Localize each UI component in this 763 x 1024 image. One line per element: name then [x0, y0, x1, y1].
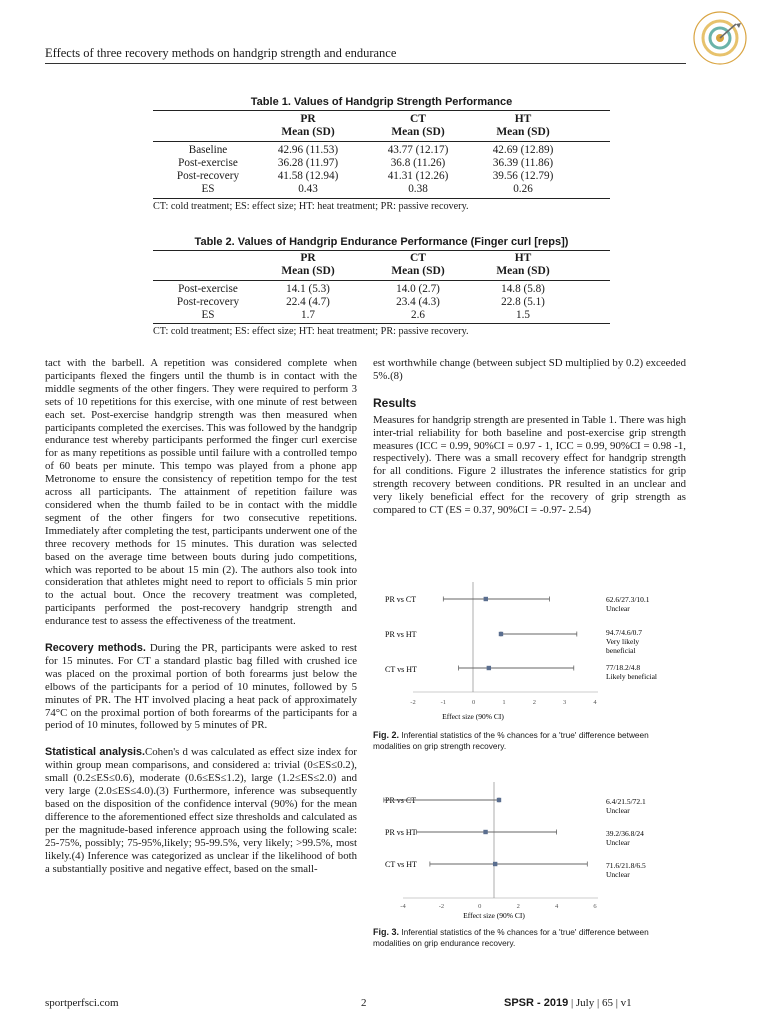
table2-cell: 23.4 (4.3): [396, 296, 440, 308]
statistical-analysis-text: Cohen's d was calculated as effect size index for within group mean comparisons, and considered a: trivial (0≤ES≤0.2), small (0.2≤ES≤0.6), moderate (0.6≤ES≤1.2), large (1.2≤ES≤2.0) and very large (2.0≤ES≤4.0).(3) Furthermore, inference was subsequently based on the disposition of the confidence interval (90%) for the mean difference to the aforementioned effect size thresholds and calculated as per the magnitude-based inference approach using the following scale: 25-75%, possibly; 75-95%,likely; 95-99.5%, very likely; >99.5%, most likely.(4) Inference was categorized as unclear if the likelihood of both a substantially positive and negative effect, based on the small-: [45, 746, 357, 875]
fig2-point-estimate: [499, 632, 503, 636]
table1-col-pr: PR: [300, 113, 316, 125]
results-paragraph: Measures for handgrip strength are presented in Table 1. There was high inter-trial reliability for both baseline and post-exercise grip strength measures (ICC = 0.99, 90%CI = 0.97 - 1, ICC = 0.99, 90%CI = 0.98 -1, respectively). There was a small recovery effect for handgrip strength for all conditions. Figure 2 illustrates the inference statistics for grip strength recovery between conditions. PR resulted in an unclear and very likely beneficial effect for the recovery of grip strength as compared to CT (ES = 0.37, 90%CI = -0.97- 2.54): [373, 413, 686, 517]
table2-bottom-rule: [153, 323, 610, 324]
fig3-point-estimate: [497, 798, 501, 802]
fig2-annotation: 77/18.2/4.8: [606, 663, 641, 672]
table2-col-pr-sub: Mean (SD): [281, 265, 335, 277]
left-column: [45, 357, 357, 875]
table2-cell: 14.0 (2.7): [396, 283, 440, 295]
fig2-annotation: 62.6/27.3/10.1: [606, 595, 650, 604]
fig3-caption-label: Fig. 3.: [373, 927, 400, 937]
table1-cell: 36.8 (11.26): [390, 157, 446, 169]
table2-caption: Table 2. Values of Handgrip Endurance Performance (Finger curl [reps]): [194, 236, 569, 248]
fig2-axis-label: Effect size (90% CI): [442, 712, 504, 721]
journal-logo: [690, 8, 750, 68]
table2-col-ct-sub: Mean (SD): [391, 265, 445, 277]
right-column: [373, 357, 686, 517]
table2-cell: 14.8 (5.8): [501, 283, 545, 295]
right-continuation-paragraph: est worthwhile change (between subject SD multiplied by 0.2) exceeded 5%.(8): [373, 357, 686, 382]
fig2-point-estimate: [484, 597, 488, 601]
header-rule: [45, 63, 686, 64]
fig3-row-label: PR vs CT: [385, 796, 417, 805]
table1-cell: 42.69 (12.89): [492, 144, 554, 156]
table2-cell: 22.8 (5.1): [501, 296, 545, 308]
table2-head-rule: [153, 280, 610, 281]
table1-cell: 43.77 (12.17): [387, 144, 449, 156]
table1-col-ct-sub: Mean (SD): [391, 126, 445, 138]
table1-row-label: Post-recovery: [176, 170, 240, 182]
table1-col-ct: CT: [410, 113, 426, 125]
fig3-annotation: Unclear: [606, 838, 630, 847]
table1-row-label: ES: [201, 183, 215, 195]
table1-cell: 36.39 (11.86): [492, 157, 554, 169]
footer-site: sportperfsci.com: [45, 997, 119, 1009]
fig3-annotation: Unclear: [606, 870, 630, 879]
statistical-analysis-paragraph: [45, 746, 357, 875]
figure-2-caption: [373, 730, 686, 752]
table1-bottom-rule: [153, 198, 610, 199]
page-number: 2: [361, 997, 367, 1009]
fig2-tick-label: -1: [440, 699, 447, 706]
fig2-tick-group: [410, 699, 597, 706]
recovery-methods-heading: Recovery methods.: [45, 642, 146, 655]
fig2-tick-label: 0: [472, 699, 476, 706]
table2-row-label: Post-recovery: [176, 296, 240, 308]
fig2-row-label: CT vs HT: [385, 665, 417, 674]
table1-col-ht-sub: Mean (SD): [496, 126, 550, 138]
fig2-point-estimate: [487, 666, 491, 670]
fig2-caption-label: Fig. 2.: [373, 730, 400, 740]
table1-cell: 41.31 (12.26): [387, 170, 449, 182]
fig2-annotation: Unclear: [606, 604, 630, 613]
fig3-annotation: 39.2/36.8/24: [606, 829, 644, 838]
footer-issue: | July | 65 | v1: [570, 997, 632, 1009]
table2-cell: 2.6: [411, 309, 425, 321]
table2-top-rule: [153, 250, 610, 251]
fig2-tick-label: 1: [502, 699, 506, 706]
fig3-tick-group: [400, 903, 597, 910]
table1-cell: 36.28 (11.97): [277, 157, 339, 169]
fig3-annotation: 71.6/21.8/6.5: [606, 861, 646, 870]
fig2-caption-text: Inferential statistics of the % chances for a 'true' difference between modalities on grip strength recovery.: [373, 730, 649, 751]
fig3-annotation: 6.4/21.5/72.1: [606, 797, 646, 806]
table1-col-ht: HT: [514, 113, 532, 125]
fig3-axis-label: Effect size (90% CI): [463, 911, 525, 920]
fig3-caption-text: Inferential statistics of the % chances for a 'true' difference between modalities on grip endurance recovery.: [373, 927, 649, 948]
footer-journal-name: SPSR - 2019: [504, 997, 569, 1009]
figure-3-forest-plot: [373, 780, 686, 925]
table2-row-label: ES: [201, 309, 215, 321]
fig3-tick-label: -4: [400, 903, 406, 910]
fig3-tick-label: 2: [516, 903, 520, 910]
footer-journal: [504, 997, 632, 1009]
recovery-methods-text: During the PR, participants were asked to rest for 15 minutes. For CT a standard plastic bag filled with crushed ice was placed on the proximal portion of both forearms just below the elbows of the participants for a period of 10 minutes, followed by 5 minutes of PR. The HT involved placing a heat pack of approximately 74°C on the proximal portion of both forearms of the participants for a period of 10 minutes, followed by 5 minutes of PR.: [45, 642, 358, 732]
table2-cell: 1.5: [516, 309, 530, 321]
fig3-tick-label: 6: [593, 903, 597, 910]
table1-caption: Table 1. Values of Handgrip Strength Performance: [250, 96, 513, 108]
table2-col-pr: PR: [300, 252, 316, 264]
running-title: Effects of three recovery methods on handgrip strength and endurance: [45, 46, 397, 60]
fig2-row-label: PR vs CT: [385, 595, 417, 604]
fig2-annotation: Likely beneficial: [606, 672, 658, 681]
table1-col-pr-sub: Mean (SD): [281, 126, 335, 138]
fig3-row-label: PR vs HT: [385, 828, 417, 837]
table2-row-label: Post-exercise: [178, 283, 238, 295]
table1-row-label: Baseline: [188, 144, 228, 156]
fig2-annotation: 94.7/4.6/0.7: [606, 628, 643, 637]
table2-col-ht: HT: [514, 252, 532, 264]
fig2-tick-label: 3: [563, 699, 567, 706]
fig2-tick-label: 4: [593, 699, 597, 706]
results-heading: Results: [373, 395, 417, 410]
fig2-annotation: beneficial: [606, 646, 636, 655]
fig2-tick-label: 2: [532, 699, 536, 706]
table1-cell: 0.38: [408, 183, 428, 195]
table1-cell: 41.58 (12.94): [277, 170, 339, 182]
fig3-annotation: Unclear: [606, 806, 630, 815]
figure-2-forest-plot: [373, 580, 686, 725]
table1-row-label: Post-exercise: [178, 157, 238, 169]
fig3-point-estimate: [493, 862, 497, 866]
fig2-row-label: PR vs HT: [385, 630, 417, 639]
fig3-point-estimate: [483, 830, 487, 834]
recovery-methods-paragraph: [45, 642, 357, 732]
fig2-marks-group: [443, 597, 576, 671]
table1-top-rule: [153, 110, 610, 111]
table1-cell: 39.56 (12.79): [492, 170, 554, 182]
table2-note: CT: cold treatment; ES: effect size; HT: heat treatment; PR: passive recovery.: [153, 326, 469, 337]
table2-col-ct: CT: [410, 252, 426, 264]
table2-cell: 14.1 (5.3): [286, 283, 330, 295]
table1-cell: 0.26: [513, 183, 533, 195]
method-paragraph: tact with the barbell. A repetition was considered complete when participants flexed the fingers until the thumb is in contact with the middle segments of the other fingers. They were required to perform 3 sets of 10 repetitions for this exercise, with one minute of rest between each set. Post-exercise handgrip strength was then measured when participants completed the exercises. This was followed by the handgrip endurance test whereby participants performed the finger curl exercise for as many repetitions as possible until failure with a controlled tempo of 60 beats per minute. This tempo was played from a phone app Metronome to ensure the consistency of repetition tempo for the test across all participants. The attainment of repetition failure was considered when the thumb failed to be in contact with the middle segment of the other fingers for two consecutive repetitions. Immediately after completing the test, participants underwent one of the three recovery methods for 15 minutes. This duration was selected based on the average time between bouts during judo competitions, which was reported to be about 15 min (2). The authors also took into consideration that athletes might need to report to officials 5 min prior to the actual bout. Once the recovery treatment was completed, participants performed the post-recovery handgrip strength and endurance test to assess the effectiveness of the treatment.: [45, 357, 357, 628]
fig2-annotation: Very likely: [606, 637, 640, 646]
fig3-tick-label: 0: [478, 903, 482, 910]
table1-cell: 42.96 (11.53): [277, 144, 339, 156]
figure-3-caption: [373, 927, 686, 949]
statistical-analysis-heading: Statistical analysis.: [45, 746, 146, 759]
table1-head-rule: [153, 141, 610, 142]
table2-col-ht-sub: Mean (SD): [496, 265, 550, 277]
table2-cell: 22.4 (4.7): [286, 296, 330, 308]
fig3-tick-label: 4: [554, 903, 559, 910]
table1-cell: 0.43: [298, 183, 318, 195]
table1-note: CT: cold treatment; ES: effect size; HT: heat treatment; PR: passive recovery.: [153, 201, 469, 212]
table2-cell: 1.7: [301, 309, 315, 321]
fig3-tick-label: -2: [438, 903, 445, 910]
fig3-row-label: CT vs HT: [385, 860, 417, 869]
fig2-tick-label: -2: [410, 699, 416, 706]
